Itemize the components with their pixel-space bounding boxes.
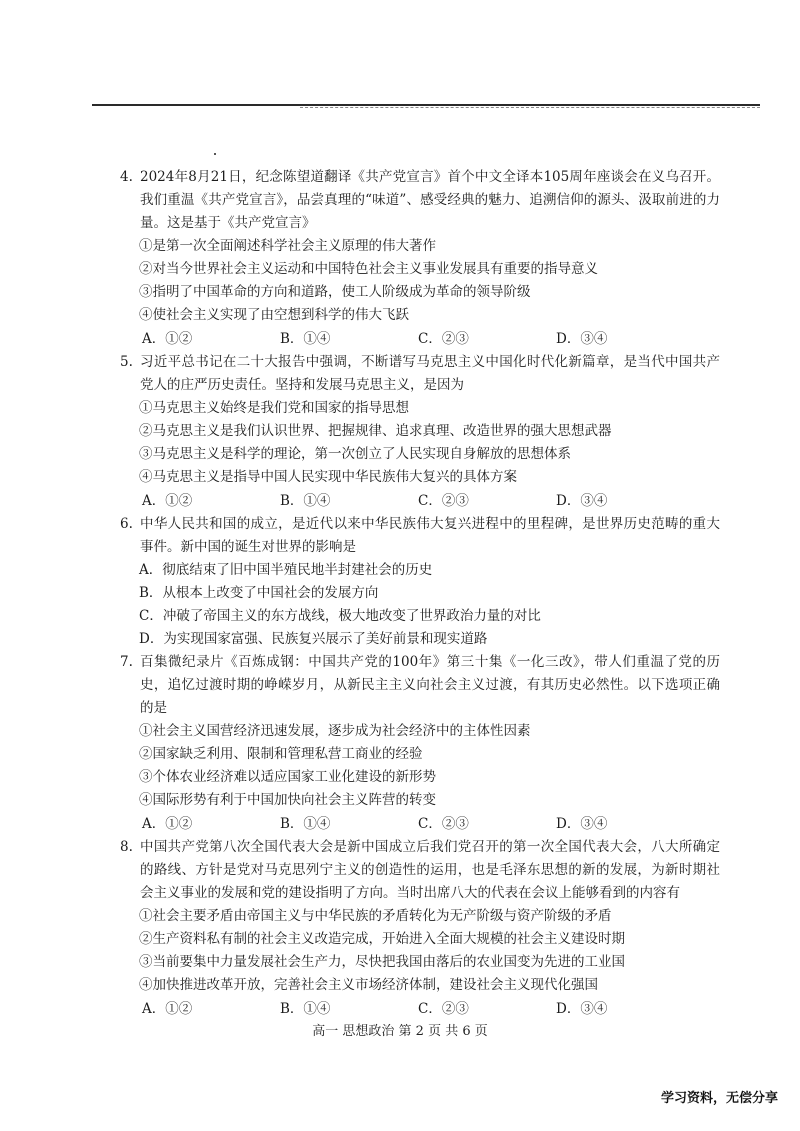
answer-options xyxy=(120,812,720,836)
question-8 xyxy=(120,836,720,1021)
question-number: 4. xyxy=(120,169,133,185)
option-b[interactable]: B．①④ xyxy=(280,1001,331,1017)
option-a[interactable]: A．彻底结束了旧中国半殖民地半封建社会的历史 xyxy=(139,562,433,578)
question-4 xyxy=(120,166,720,351)
question-stem: 中华人民共和国的成立，是近代以来中华民族伟大复兴进程中的里程碑，是世界历史范畴的重大事件。新中国的诞生对世界的影响是 xyxy=(140,516,720,555)
question-number: 5. xyxy=(120,354,133,370)
scan-speck xyxy=(214,153,216,155)
header-rule-dashed xyxy=(300,107,760,108)
question-stem: 2024年8月21日，纪念陈望道翻译《共产党宣言》首个中文全译本105周年座谈会在义乌召开。我们重温《共产党宣言》，品尝真理的“味道”、感受经典的魅力、追溯信仰的源头、汲取前进的力量。这是基于《共产党宣言》 xyxy=(140,169,720,231)
question-number: 6. xyxy=(120,516,133,532)
question-number: 7. xyxy=(120,654,133,670)
statement: ①是第一次全面阐述科学社会主义原理的伟大著作 xyxy=(139,238,436,254)
answer-options xyxy=(120,489,720,513)
statement: ③个体农业经济难以适应国家工业化建设的新形势 xyxy=(139,769,436,785)
page-footer: 高一 思想政治 第 2 页 共 6 页 xyxy=(312,1024,488,1039)
statement: ④使社会主义实现了由空想到科学的伟大飞跃 xyxy=(139,307,409,323)
share-watermark: 学习资料，无偿分享 xyxy=(660,1091,778,1106)
option-a[interactable]: A．①② xyxy=(142,816,193,832)
option-c[interactable]: C．冲破了帝国主义的东方战线，极大地改变了世界政治力量的对比 xyxy=(139,608,541,624)
option-d[interactable]: D．③④ xyxy=(556,1001,608,1017)
question-number: 8. xyxy=(120,839,133,855)
option-c[interactable]: C．②③ xyxy=(418,331,469,347)
header-rule xyxy=(92,104,760,106)
statement: ③指明了中国革命的方向和道路，使工人阶级成为革命的领导阶级 xyxy=(139,284,531,300)
statement: ①社会主要矛盾由帝国主义与中华民族的矛盾转化为无产阶级与资产阶级的矛盾 xyxy=(139,908,612,924)
statement: ①马克思主义始终是我们党和国家的指导思想 xyxy=(139,400,409,416)
option-a[interactable]: A．①② xyxy=(142,331,193,347)
option-b[interactable]: B．从根本上改变了中国社会的发展方向 xyxy=(139,585,379,601)
option-c[interactable]: C．②③ xyxy=(418,816,469,832)
option-a[interactable]: A．①② xyxy=(142,493,193,509)
statement: ②马克思主义是我们认识世界、把握规律、追求真理、改造世界的强大思想武器 xyxy=(139,423,612,439)
statement: ②生产资料私有制的社会主义改造完成，开始进入全面大规模的社会主义建设时期 xyxy=(139,931,625,947)
option-a[interactable]: A．①② xyxy=(142,1001,193,1017)
question-7 xyxy=(120,651,720,836)
statement: ④马克思主义是指导中国人民实现中华民族伟大复兴的具体方案 xyxy=(139,469,517,485)
option-d[interactable]: D．为实现国家富强、民族复兴展示了美好前景和现实道路 xyxy=(139,631,488,647)
option-b[interactable]: B．①④ xyxy=(280,493,331,509)
statement: ④国际形势有利于中国加快向社会主义阵营的转变 xyxy=(139,792,436,808)
question-list xyxy=(120,166,720,1021)
question-stem: 百集微纪录片《百炼成钢：中国共产党的100年》第三十集《一化三改》，带人们重温了党的历史，追忆过渡时期的峥嵘岁月，从新民主主义向社会主义过渡，有其历史必然性。以下选项正确的是 xyxy=(140,654,720,716)
option-d[interactable]: D．③④ xyxy=(556,493,608,509)
statement: ③当前要集中力量发展社会生产力，尽快把我国由落后的农业国变为先进的工业国 xyxy=(139,954,625,970)
question-5 xyxy=(120,351,720,513)
statement: ②国家缺乏利用、限制和管理私营工商业的经验 xyxy=(139,746,423,762)
option-b[interactable]: B．①④ xyxy=(280,816,331,832)
option-c[interactable]: C．②③ xyxy=(418,1001,469,1017)
option-c[interactable]: C．②③ xyxy=(418,493,469,509)
option-d[interactable]: D．③④ xyxy=(556,816,608,832)
answer-options xyxy=(120,327,720,351)
statement: ①社会主义国营经济迅速发展，逐步成为社会经济中的主体性因素 xyxy=(139,723,531,739)
statement: ④加快推进改革开放，完善社会主义市场经济体制，建设社会主义现代化强国 xyxy=(139,977,598,993)
statement: ③马克思主义是科学的理论，第一次创立了人民实现自身解放的思想体系 xyxy=(139,446,571,462)
option-b[interactable]: B．①④ xyxy=(280,331,331,347)
option-d[interactable]: D．③④ xyxy=(556,331,608,347)
question-stem: 中国共产党第八次全国代表大会是新中国成立后我们党召开的第一次全国代表大会，八大所确定的路线、方针是党对马克思列宁主义的创造性的运用，也是毛泽东思想的新的发展，为新时期社会主义事业的发展和党的建设指明了方向。当时出席八大的代表在会议上能够看到的内容有 xyxy=(140,839,720,901)
answer-options xyxy=(120,997,720,1021)
statement: ②对当今世界社会主义运动和中国特色社会主义事业发展具有重要的指导意义 xyxy=(139,261,598,277)
question-6 xyxy=(120,513,720,651)
question-stem: 习近平总书记在二十大报告中强调，不断谱写马克思主义中国化时代化新篇章，是当代中国共产党人的庄严历史责任。坚持和发展马克思主义，是因为 xyxy=(140,354,720,393)
